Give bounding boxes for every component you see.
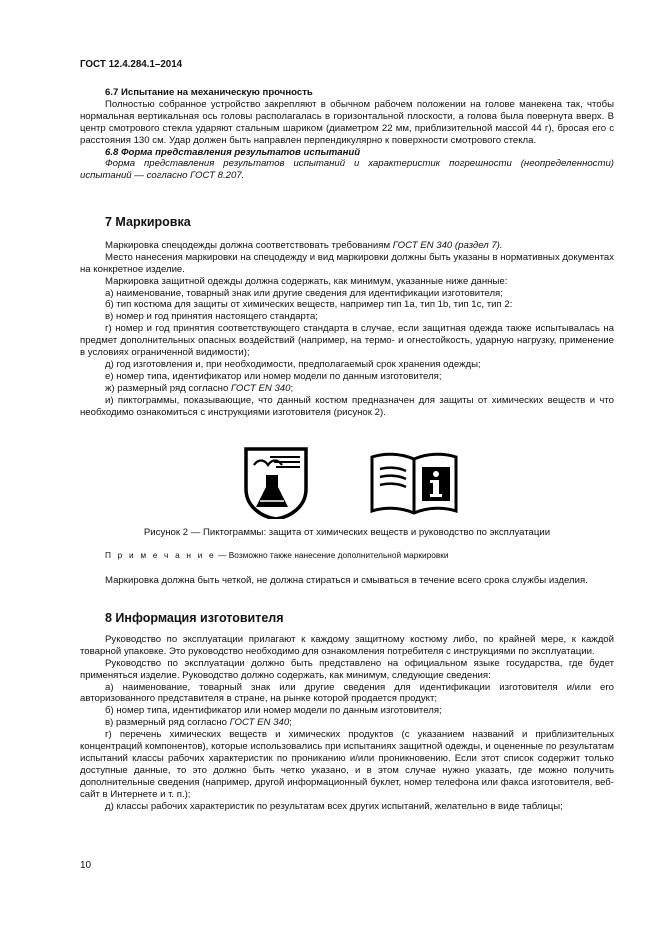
list-item-punct: ; (290, 382, 294, 394)
section-7-p1-ref: ГОСТ EN 340 (раздел 7). (392, 239, 503, 251)
section-7-p4: Маркировка должна быть четкой, не должна стираться и смываться в течение всего срока службы изделия. (105, 575, 588, 586)
section-8-p1: Руководство по эксплуатации прилагают к каждому защитному костюму либо, по крайней мере, к каждой товарной упаковке. Это руководство необходимо для ознакомления потребителя с инструкциями по эксплуатации. (80, 633, 614, 657)
instructions-book-icon (372, 454, 456, 513)
note-label: П р и м е ч а н и е (105, 550, 216, 560)
section-7 (80, 217, 614, 419)
list-item (80, 717, 614, 729)
list-item: а) наименование, товарный знак или другие сведения для идентификации изготовителя и/или его авторизованного представителя в стране, на рынке которой продается продукт; (80, 681, 614, 705)
note (105, 550, 449, 560)
section-7-title: 7 Маркировка (105, 215, 191, 229)
document-header: ГОСТ 12.4.284.1–2014 (80, 59, 183, 70)
section-7-p3: Маркировка защитной одежды должна содержать, как минимум, указанные ниже данные: (105, 275, 508, 287)
list-item: д) классы рабочих характеристик по результатам всех других испытаний, желательно в виде таблицы; (105, 800, 563, 812)
list-item-punct: ; (289, 717, 292, 729)
figure-2-pictograms (244, 447, 460, 519)
list-item: и) пиктограммы, показывающие, что данный костюм предназначен для защиты от химических веществ и что необходимо ознакомиться с инструкциями изготовителя (рисунок 2). (80, 394, 614, 418)
section-8-p2: Руководство по эксплуатации должно быть представлено на официальном языке государства, где будет применяться изделие. Руководство должно содержать, как минимум, следующие сведения: (80, 657, 614, 681)
list-item: г) перечень химических веществ и химических продуктов (с указанием названий и приблизительных концентраций компонентов), которые использовались при испытаниях защитной одежды, и оцененные по результатам испытаний классы рабочих характеристик по прониканию и/или проникновению. Если этот список содержит только доступные данные, то это должно быть четко указано, и в этом случае нужно указать, где можно получить дополнительные сведения (например, другой информационный буклет, номер телефона или факса изготовителя, веб-сайт в Интернете и т. п.); (80, 729, 614, 800)
figure-caption: Рисунок 2 — Пиктограммы: защита от химических веществ и руководство по эксплуатации (143, 527, 551, 538)
list-item-text: ж) размерный ряд согласно (105, 382, 231, 394)
section-7-p2: Место нанесения маркировки на спецодежду и вид маркировки должны быть указаны в нормативных документах на конкретное изделие. (80, 251, 614, 275)
section-8 (80, 613, 614, 813)
list-item-ref: ГОСТ EN 340 (230, 382, 291, 394)
note-text: — Возможно также нанесение дополнительной маркировки (215, 550, 449, 560)
list-item-text: в) размерный ряд согласно (105, 717, 230, 729)
list-item: г) номер и год принятия соответствующего стандарта в случае, если защитная одежда также испытывалась на предмет дополнительных опасных воздействий (например, на термо- и огнестойкость, ударную нагрузку, применение в условиях ограниченной видимости); (80, 323, 614, 359)
list-item-ref: ГОСТ EN 340 (229, 717, 290, 729)
list-item: в) номер и год принятия настоящего стандарта; (105, 311, 318, 323)
list-item: е) номер типа, идентификатор или номер модели по данным изготовителя; (105, 370, 442, 382)
list-item: б) номер типа, идентификатор или номер модели по данным изготовителя; (105, 705, 442, 717)
page-number: 10 (80, 860, 92, 871)
section-7-p1-text: Маркировка спецодежды должна соответствовать требованиям (105, 239, 393, 251)
section-7-closing (80, 575, 614, 587)
section-6-8-title: 6.8 Форма представления результатов испытаний (105, 146, 361, 158)
section-6-7-title: 6.7 Испытание на механическую прочность (105, 87, 313, 98)
list-item: д) год изготовления и, при необходимости, предполагаемый срок хранения одежды; (105, 358, 481, 370)
list-item (80, 383, 614, 395)
section-6-7-text: Полностью собранное устройство закрепляют в обычном рабочем положении на голове манекена так, чтобы нормальная вертикальная ось головы располагалась в горизонтальной плоскости, а голова была повернута вверх. В центр смотрового стекла ударяют стальным шариком (диаметром 22 мм, приблизительной массой 44 г), бросая его с расстояния 130 см. Удар должен быть направлен перпендикулярно к поверхности смотрового стекла. (80, 98, 614, 146)
list-item: а) наименование, товарный знак или другие сведения для идентификации изготовителя; (105, 287, 503, 299)
section-6-7 (80, 87, 614, 182)
section-7-p1 (80, 240, 614, 252)
list-item: б) тип костюма для защиты от химических веществ, например тип 1a, тип 1b, тип 1c, тип 2: (105, 299, 513, 311)
section-6-8-text: Форма представления результатов испытаний и характеристик погрешности (неопределенности) испытаний — согласно ГОСТ 8.207. (80, 158, 614, 182)
chemical-protection-icon (246, 449, 306, 519)
section-8-title: 8 Информация изготовителя (105, 611, 284, 625)
